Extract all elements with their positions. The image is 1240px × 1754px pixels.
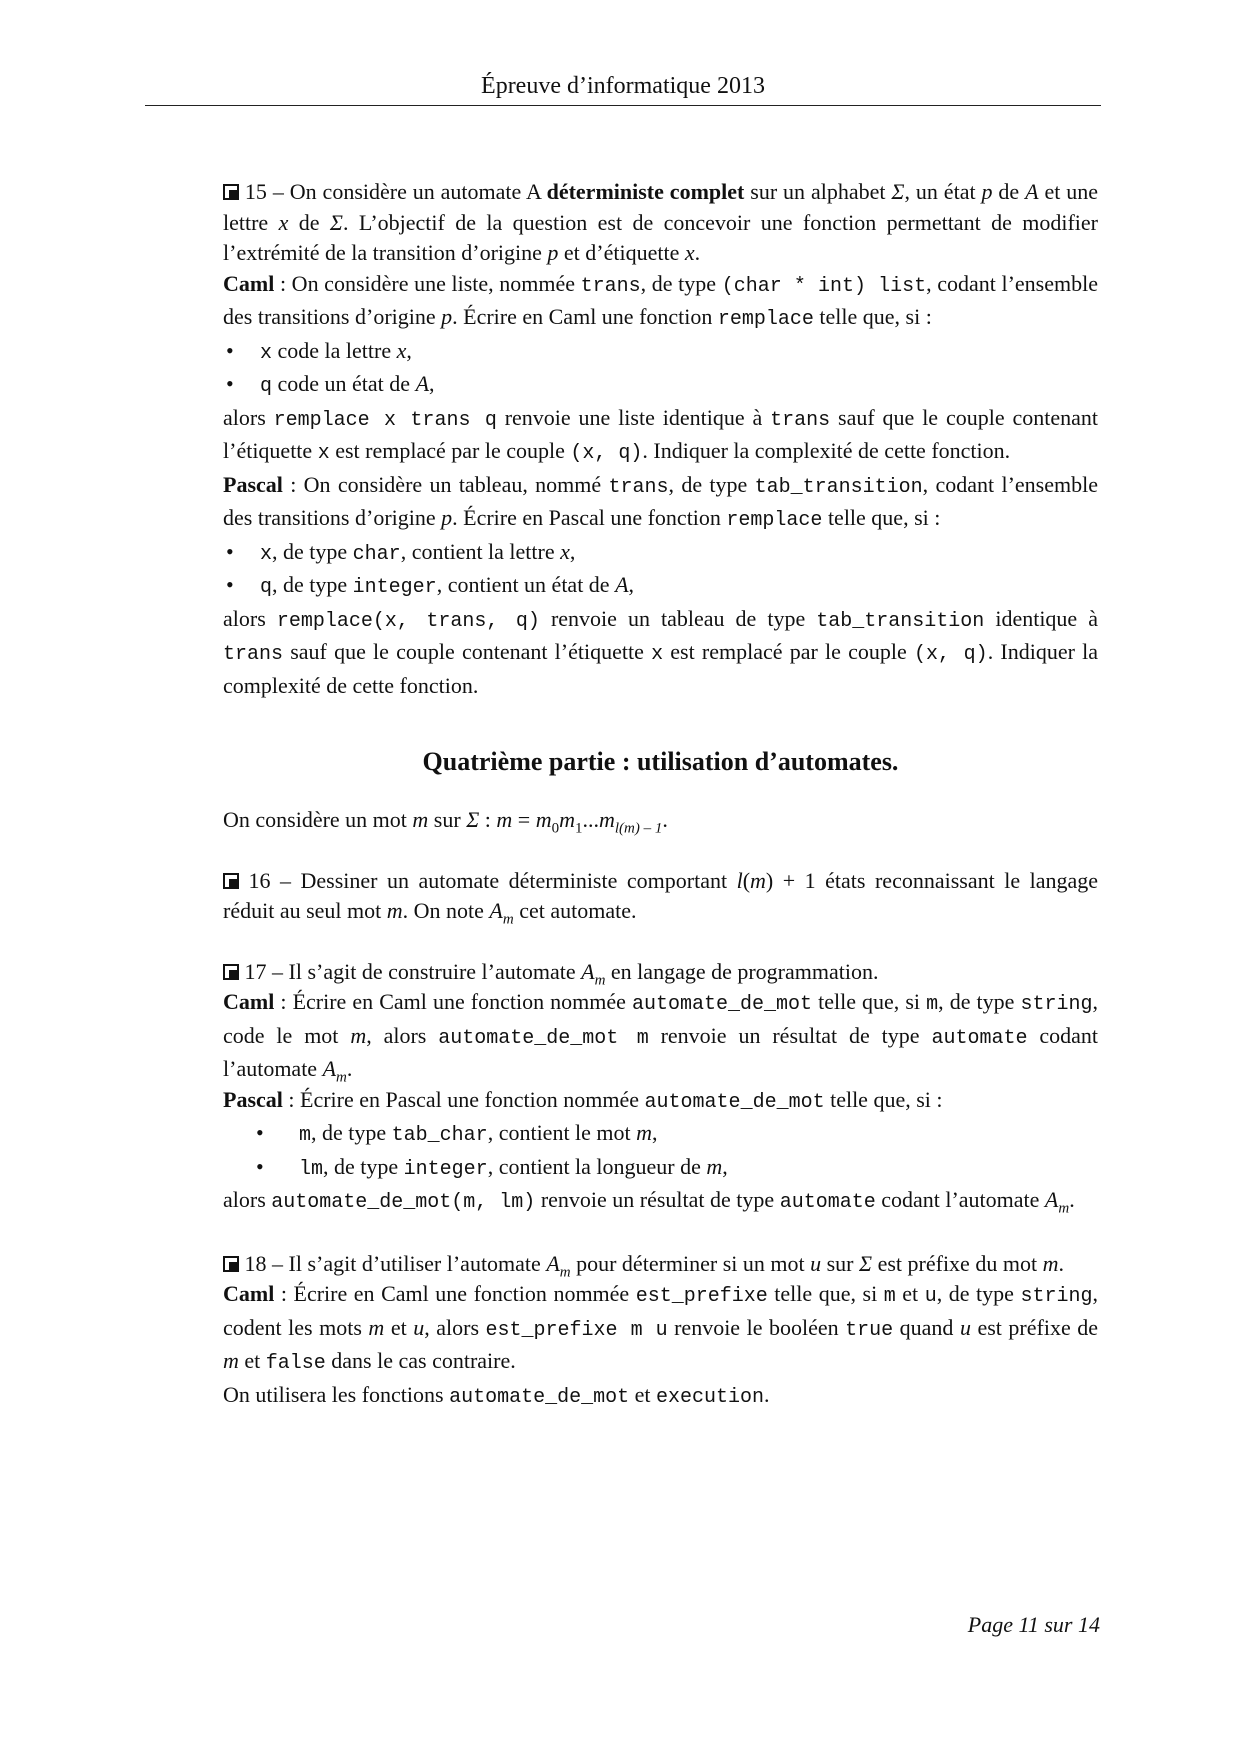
list-item: • x, de type char, contient la lettre x, xyxy=(223,537,1098,571)
question-16: 16 – Dessiner un automate déterministe comportant l(m) + 1 états reconnaissant le langage réduit au seul mot m. On note $A_m$ cet automate. xyxy=(223,867,1098,928)
list-item: • x code la lettre x, xyxy=(223,336,1098,370)
question-17: 17 – Il s’agit de construire l’automate $A_m$ en langage de programmation. xyxy=(223,957,1098,988)
q15-pascal-result: alors remplace(x, trans, q) renvoie un tableau de type tab_transition identique à trans sauf que le couple contenant l’étiquette x est remplacé par le couple (x, q). Indiquer la complexité de cette fonction. xyxy=(223,605,1098,698)
spacer xyxy=(223,836,1098,866)
q15-caml-list xyxy=(223,336,1098,403)
q17-caml: Caml : Écrire en Caml une fonction nommée automate_de_mot telle que, si m, de type string, code le mot m, alors automate_de_mot m renvoie un résultat de type automate codant l’automate $A_m$. xyxy=(223,989,1099,1086)
checkbox-icon xyxy=(223,964,239,980)
checkbox-icon xyxy=(223,1256,239,1272)
part4-intro: On considère un mot m sur Σ : $m = m_0m_1...m_{l(m) - 1}$. xyxy=(223,807,668,837)
q18-note: On utilisera les fonctions automate_de_mot et execution. xyxy=(223,1381,770,1409)
q17-pascal-list xyxy=(223,1118,1098,1185)
checkbox-icon xyxy=(223,873,239,889)
checkbox-icon xyxy=(223,184,239,200)
spacer xyxy=(223,927,1098,957)
list-item: • q code un état de A, xyxy=(223,369,1098,403)
spacer xyxy=(223,1219,1098,1249)
q17-pascal: Pascal : Écrire en Pascal une fonction nommée automate_de_mot telle que, si : xyxy=(223,1086,943,1114)
q15-pascal-list xyxy=(223,537,1098,604)
list-item: • lm, de type integer, contient la longueur de m, xyxy=(223,1152,1098,1186)
page-content xyxy=(223,177,1098,1413)
q15-pascal: Pascal : On considère un tableau, nommé trans, de type tab_transition, codant l’ensemble des transitions d’origine p. Écrire en Pascal une fonction remplace telle que, si : xyxy=(223,471,1098,532)
q18-caml: Caml : Écrire en Caml une fonction nommée est_prefixe telle que, si m et u, de type string, codent les mots m et u, alors est_prefixe m u renvoie le booléen true quand u est préfixe de m et false dans le cas contraire. xyxy=(223,1281,1098,1375)
header-rule xyxy=(145,105,1101,106)
question-18: 18 – Il s’agit d’utiliser l’automate $A_m$ pour déterminer si un mot u sur Σ est préfixe du mot m. xyxy=(223,1249,1098,1280)
list-item: • m, de type tab_char, contient le mot m, xyxy=(223,1118,1098,1152)
page-number: Page 11 sur 14 xyxy=(967,1612,1100,1637)
question-15: 15 – On considère un automate A déterministe complet sur un alphabet Σ, un état p de A et une lettre x de Σ. L’objectif de la question est de concevoir une fonction permettant de modifier l’extrémité de la transition d’origine p et d’étiquette x. xyxy=(223,179,1098,265)
q15-caml-result: alors remplace x trans q renvoie une liste identique à trans sauf que le couple contenant l’étiquette x est remplacé par le couple (x, q). Indiquer la complexité de cette fonction. xyxy=(223,404,1098,465)
list-item: • q, de type integer, contient un état de A, xyxy=(223,570,1098,604)
section-title: Quatrième partie : utilisation d’automates. xyxy=(422,747,899,776)
q15-caml: Caml : On considère une liste, nommée trans, de type (char * int) list, codant l’ensemble des transitions d’origine p. Écrire en Caml une fonction remplace telle que, si : xyxy=(223,270,1098,331)
page-header: Épreuve d’informatique 2013 xyxy=(481,73,765,99)
q17-pascal-result: alors automate_de_mot(m, lm) renvoie un résultat de type automate codant l’automate $A_m$. xyxy=(223,1187,1075,1217)
